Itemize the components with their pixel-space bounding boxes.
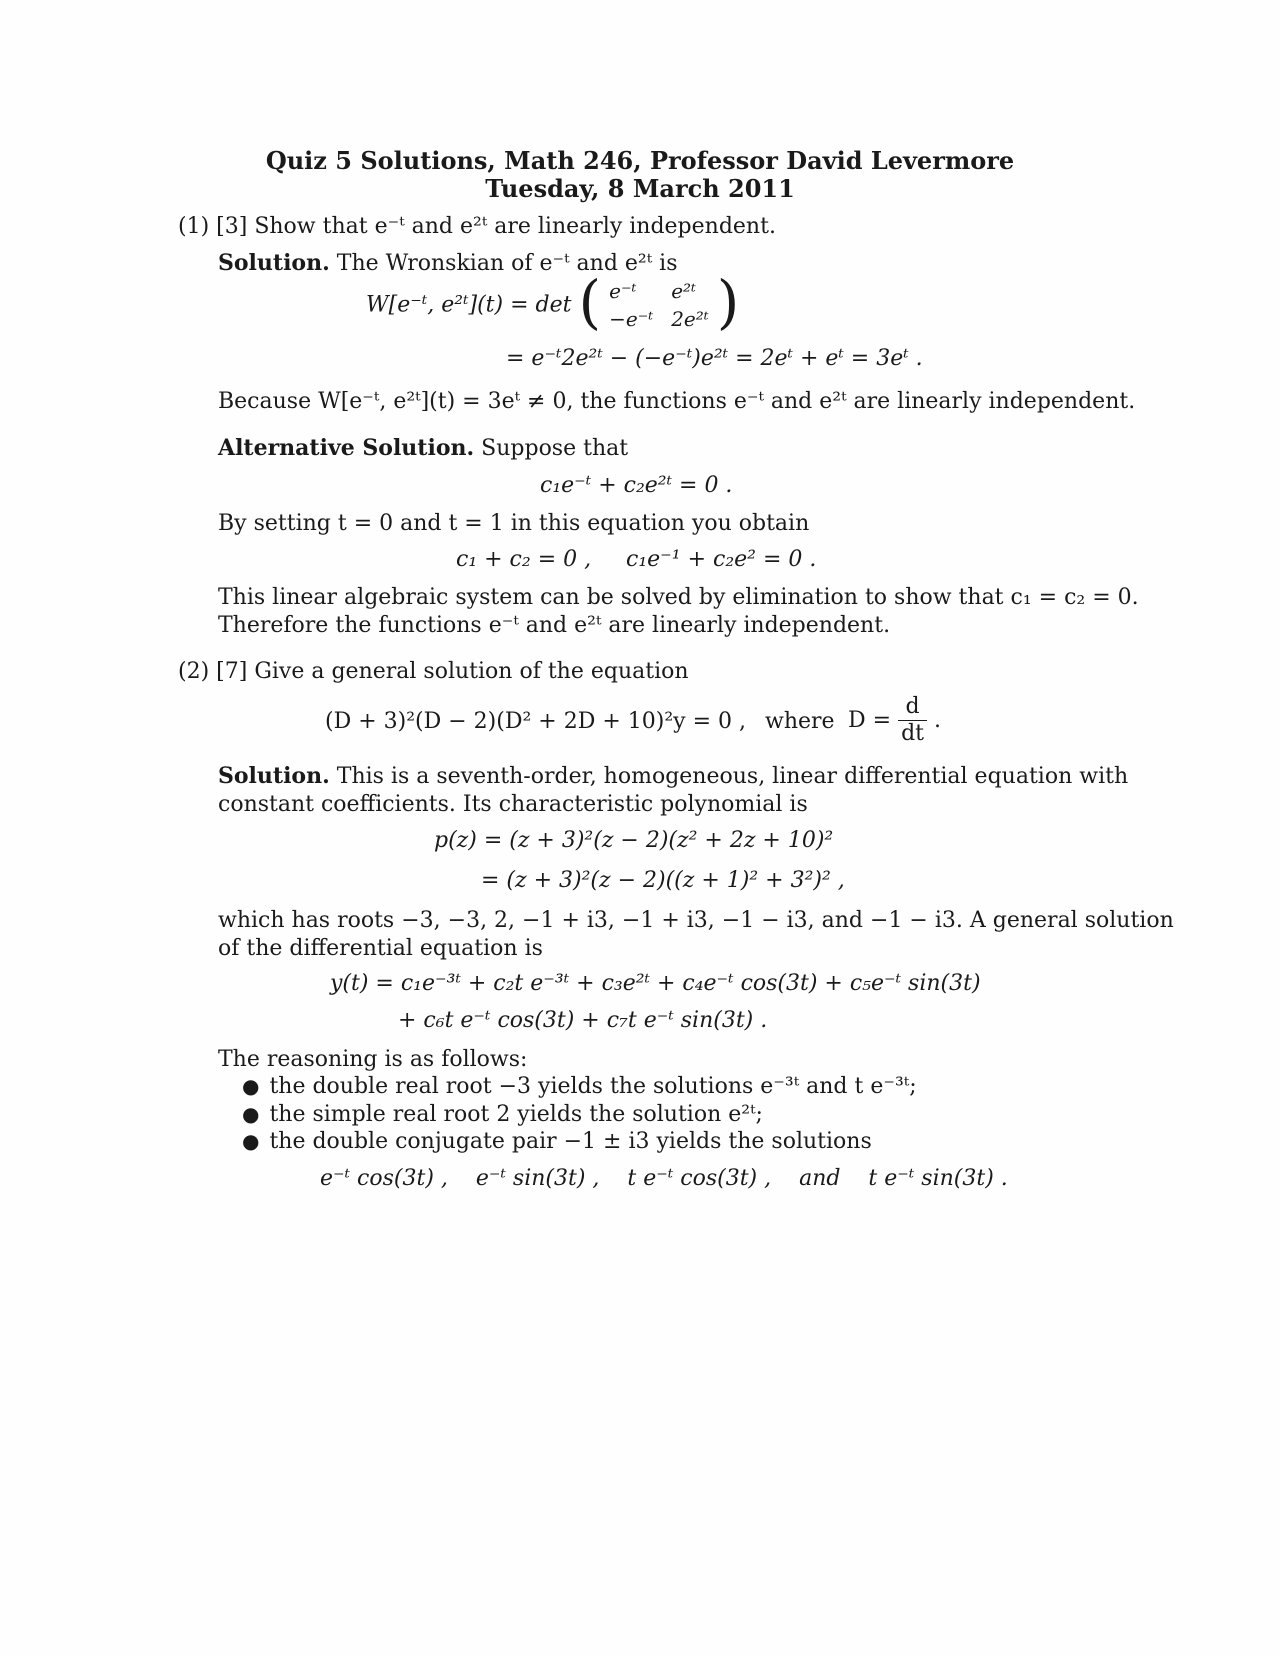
alt-equation-2b: c₁e⁻¹ + c₂e² = 0 . — [626, 547, 817, 572]
because-line: Because W[e⁻ᵗ, e²ᵗ](t) = 3eᵗ ≠ 0, the functions e⁻ᵗ and e²ᵗ are linearly independent. — [218, 389, 1136, 414]
matrix-grid — [609, 278, 709, 332]
reasoning-intro: The reasoning is as follows: — [218, 1047, 528, 1072]
alt-intro: Suppose that — [481, 436, 629, 461]
solution-text-2: constant coefficients. Its characteristic polynomial is — [218, 792, 808, 817]
right-paren: ) — [716, 268, 740, 336]
bullet-text: the simple real root 2 yields the solution e²ᵗ; — [269, 1102, 763, 1127]
problem-2-solution — [218, 763, 1128, 791]
fraction-numerator: d — [898, 694, 927, 721]
wronskian-matrix — [578, 268, 740, 336]
solution-label: Solution. — [218, 763, 330, 789]
solution-label: Solution. — [218, 250, 330, 276]
alt-setting: By setting t = 0 and t = 1 in this equation you obtain — [218, 511, 810, 536]
poly-line-2: = (z + 3)²(z − 2)((z + 1)² + 3²)² , — [481, 868, 845, 893]
where-label: where — [765, 709, 835, 734]
title-line-2: Tuesday, 8 March 2011 — [485, 174, 795, 203]
bullet-item — [242, 1101, 763, 1129]
differential-equation: (D + 3)²(D − 2)(D² + 2D + 10)²y = 0 , — [325, 709, 747, 734]
alt-equation-2a: c₁ + c₂ = 0 , — [456, 547, 592, 572]
problem-1-prompt: (1) [3] Show that e⁻ᵗ and e²ᵗ are linearly independent. — [178, 214, 776, 239]
wronskian-equation — [366, 268, 740, 336]
matrix-cell: e⁻ᵗ — [609, 279, 637, 303]
wronskian-line-2: = e⁻ᵗ2e²ᵗ − (−e⁻ᵗ)e²ᵗ = 2eᵗ + eᵗ = 3eᵗ . — [506, 346, 923, 371]
wronskian-lhs: W[e⁻ᵗ, e²ᵗ](t) = det — [366, 292, 572, 318]
d-dt-fraction — [898, 694, 927, 748]
general-solution-line-1: y(t) = c₁e⁻³ᵗ + c₂t e⁻³ᵗ + c₃e²ᵗ + c₄e⁻ᵗ cos(3t) + c₅e⁻ᵗ sin(3t) — [330, 971, 981, 996]
general-solution-line-2: + c₆t e⁻ᵗ cos(3t) + c₇t e⁻ᵗ sin(3t) . — [398, 1008, 768, 1033]
d-eq: D = — [848, 708, 892, 734]
solution-intro: The Wronskian of e⁻ᵗ and e²ᵗ is — [336, 251, 678, 276]
d-period: . — [934, 708, 942, 734]
bullet-icon: ● — [242, 1102, 260, 1126]
fraction-denominator: dt — [901, 721, 925, 747]
matrix-cell: −e⁻ᵗ — [609, 307, 654, 331]
roots-line-2: of the differential equation is — [218, 936, 543, 961]
matrix-cell: 2e²ᵗ — [671, 307, 709, 331]
bullet-icon: ● — [242, 1129, 260, 1153]
bullet-text: the double real root −3 yields the solutions e⁻³ᵗ and t e⁻³ᵗ; — [269, 1074, 917, 1099]
solution-text-1: This is a seventh-order, homogeneous, linear differential equation with — [336, 764, 1129, 789]
alternative-solution — [218, 435, 628, 463]
alt-label: Alternative Solution. — [218, 435, 475, 461]
bullet-item — [242, 1073, 917, 1101]
matrix-cell: e²ᵗ — [671, 279, 696, 303]
alt-equation-1: c₁e⁻ᵗ + c₂e²ᵗ = 0 . — [540, 473, 733, 498]
problem-2-prompt: (2) [7] Give a general solution of the equation — [178, 659, 689, 684]
d-definition — [848, 694, 941, 748]
bullet-text: the double conjugate pair −1 ± i3 yields the solutions — [269, 1129, 872, 1154]
roots-line-1: which has roots −3, −3, 2, −1 + i3, −1 + i3, −1 − i3, and −1 − i3. A general solution — [218, 908, 1174, 933]
final-solutions-line: e⁻ᵗ cos(3t) , e⁻ᵗ sin(3t) , t e⁻ᵗ cos(3t) , and t e⁻ᵗ sin(3t) . — [320, 1166, 1008, 1191]
title-line-1: Quiz 5 Solutions, Math 246, Professor David Levermore — [265, 146, 1015, 175]
bullet-icon: ● — [242, 1074, 260, 1098]
alt-conclusion-1: This linear algebraic system can be solved by elimination to show that c₁ = c₂ = 0. — [218, 585, 1139, 610]
problem-1-solution — [218, 250, 678, 278]
bullet-item — [242, 1128, 872, 1156]
alt-conclusion-2: Therefore the functions e⁻ᵗ and e²ᵗ are linearly independent. — [218, 613, 891, 638]
left-paren: ( — [578, 268, 602, 336]
poly-line-1: p(z) = (z + 3)²(z − 2)(z² + 2z + 10)² — [434, 828, 834, 853]
